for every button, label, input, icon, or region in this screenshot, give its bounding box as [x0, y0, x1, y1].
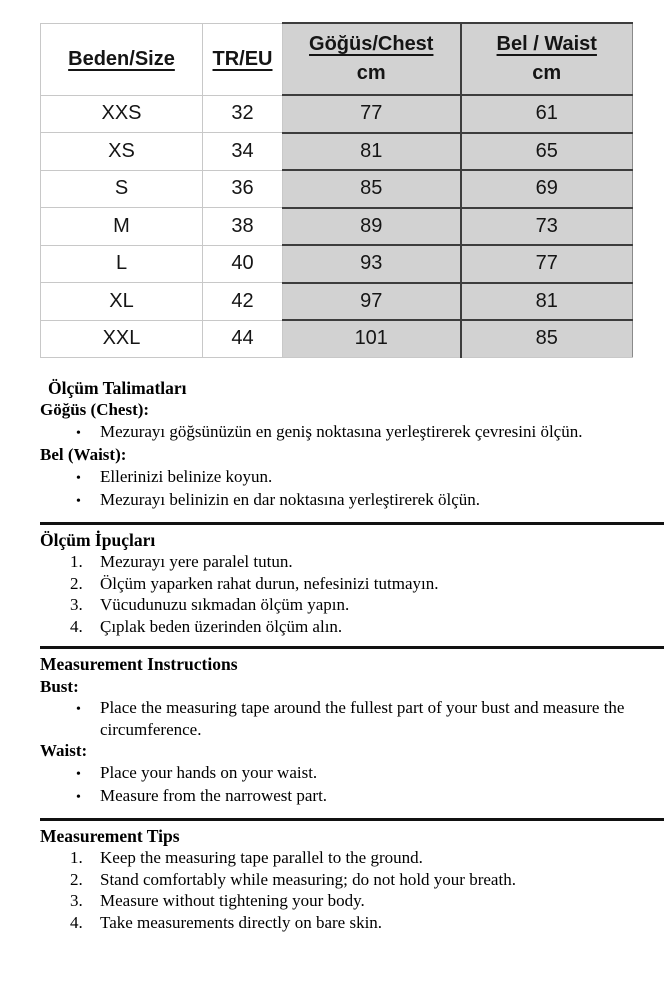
table-cell: 61 [461, 95, 633, 133]
number-marker: 4. [70, 912, 83, 932]
header-beden-size [41, 23, 203, 95]
bullet-marker: • [76, 470, 81, 486]
list-item [40, 421, 664, 445]
header-waist [461, 23, 633, 95]
table-row [41, 170, 633, 208]
list-item-text: Vücudunuzu sıkmadan ölçüm yapın. [100, 595, 350, 614]
list-item [40, 785, 664, 809]
table-row [41, 320, 633, 357]
subheading: Göğüs (Chest): [40, 400, 150, 419]
list-item-text: Measure without tightening your body. [100, 891, 365, 910]
instruction-sections [40, 378, 664, 934]
size-table-body [41, 95, 633, 357]
table-cell: 32 [203, 95, 283, 133]
list-item-text: Keep the measuring tape parallel to the ground. [100, 848, 423, 867]
table-cell: L [41, 245, 203, 283]
table-row [41, 95, 633, 133]
table-cell: 97 [283, 283, 461, 321]
list-item [40, 869, 664, 891]
table-cell: 44 [203, 320, 283, 357]
header-tr-eu-label: TR/EU [212, 47, 273, 70]
table-cell: 85 [461, 320, 633, 357]
list-item-text: Mezurayı göğsünüzün en geniş noktasına yerleştirerek çevresini ölçün. [100, 421, 583, 441]
table-cell: XXS [41, 95, 203, 133]
table-cell: 69 [461, 170, 633, 208]
section-title: Ölçüm Talimatları [48, 377, 187, 398]
bullet-marker: • [76, 425, 81, 441]
table-cell: 85 [283, 170, 461, 208]
list-item-text: Mezurayı yere paralel tutun. [100, 552, 293, 571]
number-marker: 3. [70, 891, 83, 910]
header-waist-label: Bel / Waist [496, 33, 597, 55]
list-item [40, 489, 664, 513]
list-item [40, 466, 664, 490]
list-item [40, 551, 664, 573]
table-cell: 40 [203, 245, 283, 283]
number-marker: 2. [70, 869, 83, 889]
table-cell: 65 [461, 133, 633, 171]
list-item [40, 762, 664, 786]
table-cell: 101 [283, 320, 461, 357]
bullet-marker: • [76, 494, 81, 509]
section-divider [40, 818, 664, 821]
number-marker: 3. [70, 595, 83, 614]
table-cell: 77 [283, 95, 461, 133]
table-cell: S [41, 170, 203, 208]
number-marker: 4. [70, 616, 83, 636]
header-waist-unit: cm [532, 62, 562, 84]
table-cell: 81 [461, 283, 633, 321]
table-cell: 93 [283, 245, 461, 283]
section-divider [40, 522, 664, 525]
bullet-marker: • [76, 766, 81, 782]
number-marker: 1. [70, 552, 83, 571]
list-item [40, 890, 664, 912]
list-item [40, 912, 664, 934]
table-cell: XXL [41, 320, 203, 357]
list-item-text: Ellerinizi belinize koyun. [100, 466, 273, 486]
table-row [41, 283, 633, 321]
header-tr-eu [203, 23, 283, 95]
header-chest-label: Göğüs/Chest [309, 33, 434, 55]
list-item-text: Place your hands on your waist. [100, 762, 318, 782]
section-divider [40, 646, 664, 649]
list-item-text: Mezurayı belinizin en dar noktasına yerleştirerek ölçün. [100, 490, 480, 509]
list-item-text: Place the measuring tape around the fullest part of your bust and measure the circumference. [100, 698, 625, 739]
table-cell: 77 [461, 245, 633, 283]
table-cell: 34 [203, 133, 283, 171]
subheading: Bust: [40, 676, 79, 696]
table-cell: 81 [283, 133, 461, 171]
bullet-marker: • [76, 790, 81, 805]
subheading: Waist: [40, 741, 88, 760]
table-cell: 73 [461, 208, 633, 246]
table-cell: 38 [203, 208, 283, 246]
table-row [41, 133, 633, 171]
list-item [40, 616, 664, 638]
list-item [40, 573, 664, 595]
subheading: Bel (Waist): [40, 445, 127, 464]
table-cell: 89 [283, 208, 461, 246]
table-cell: M [41, 208, 203, 246]
table-cell: XS [41, 133, 203, 171]
section-title: Ölçüm İpuçları [40, 529, 156, 550]
table-cell: XL [41, 283, 203, 321]
section-title: Measurement Instructions [40, 654, 238, 674]
bullet-marker: • [76, 702, 81, 717]
section-title: Measurement Tips [40, 825, 180, 846]
list-item [40, 594, 664, 616]
header-chest [283, 23, 461, 95]
list-item-text: Stand comfortably while measuring; do not hold your breath. [100, 869, 516, 889]
size-table [40, 22, 633, 358]
list-item-text: Çıplak beden üzerinden ölçüm alın. [100, 616, 343, 636]
list-item [40, 847, 664, 869]
table-cell: 36 [203, 170, 283, 208]
table-header-row [41, 23, 633, 95]
list-item-text: Ölçüm yaparken rahat durun, nefesinizi tutmayın. [100, 573, 439, 593]
table-row [41, 208, 633, 246]
header-beden-size-label: Beden/Size [68, 47, 175, 70]
table-cell: 42 [203, 283, 283, 321]
list-item-text: Take measurements directly on bare skin. [100, 912, 383, 932]
number-marker: 1. [70, 848, 83, 867]
header-chest-unit: cm [356, 62, 386, 84]
list-item-text: Measure from the narrowest part. [100, 786, 328, 805]
list-item [40, 697, 664, 740]
number-marker: 2. [70, 573, 83, 593]
table-row [41, 245, 633, 283]
